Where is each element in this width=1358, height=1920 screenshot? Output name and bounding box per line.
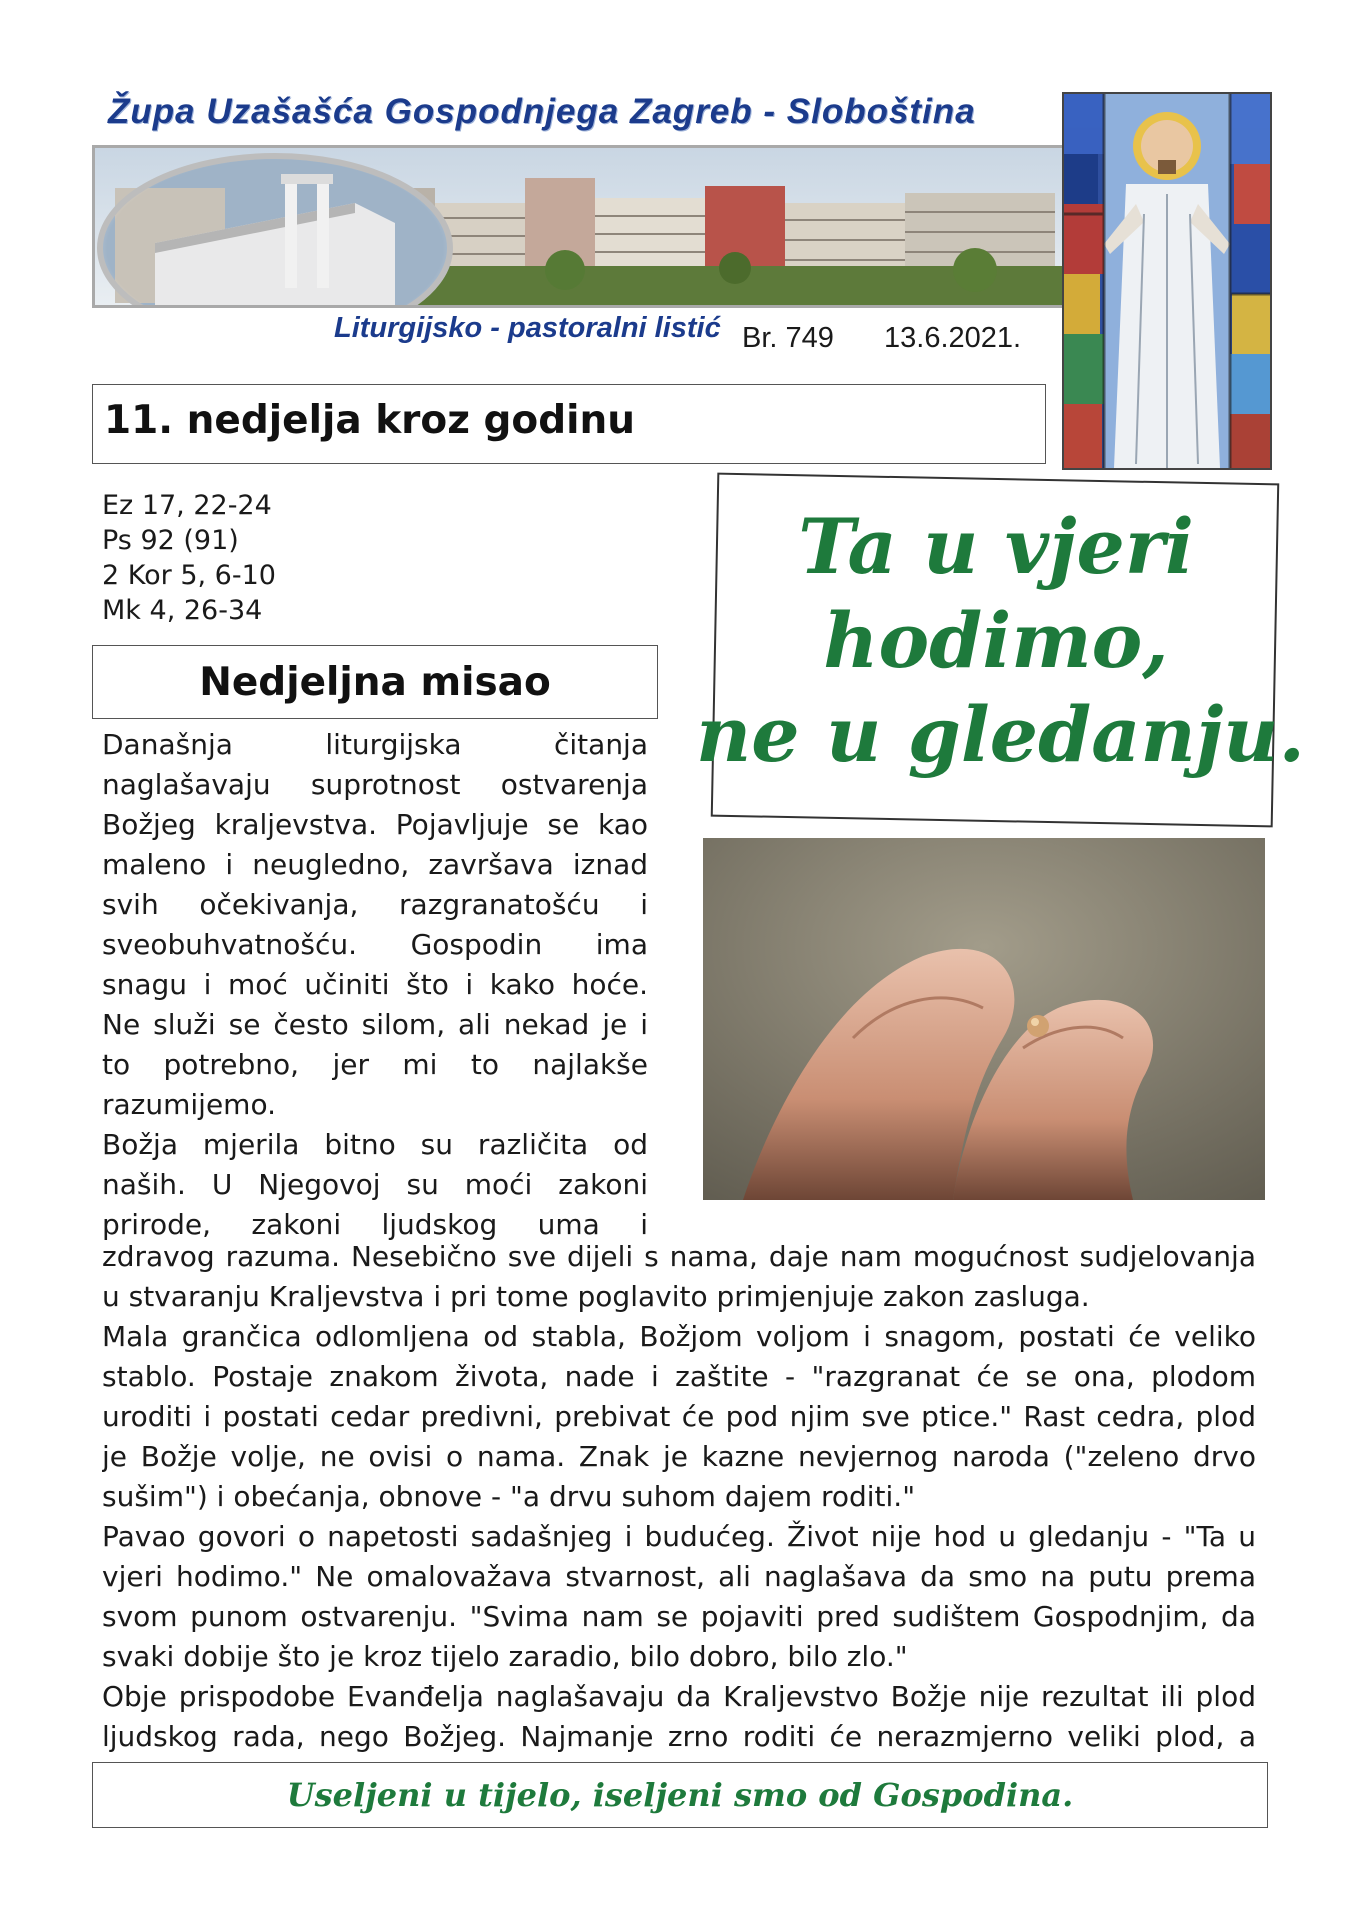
text-line: Obje prispodobe Evanđelja naglašavaju da Kraljevstvo Božje nije rezultat ili plod (102, 1680, 1256, 1713)
text-line: uroditi i postati cedar predivni, prebivat će pod njim sve ptice." Rast cedra, plod (102, 1400, 1256, 1433)
quote-text (696, 500, 1306, 782)
text-line: Božja mjerila bitno su različita od (102, 1128, 648, 1161)
text-line: u stvaranju Kraljevstva i pri tome poglavito primjenjuje zakon zasluga. (102, 1280, 1090, 1313)
text-line: Pavao govori o napetosti sadašnjeg i budućeg. Život nije hod u gledanju - "Ta u (102, 1520, 1256, 1553)
quote-line: hodimo, (823, 596, 1169, 685)
readings-list (102, 488, 276, 628)
text-line: je Božje volje, ne ovisi o nama. Znak je kazne nevjernog naroda ("zeleno drvo (102, 1440, 1256, 1473)
text-line: prirode, zakoni ljudskog uma i (102, 1208, 648, 1241)
reading-item: 2 Kor 5, 6-10 (102, 560, 276, 591)
stained-glass-window-image (1062, 92, 1272, 470)
text-line: sušim") i obećanja, obnove - "a drvu suhom dajem roditi." (102, 1480, 916, 1513)
text-line: Mala grančica odlomljena od stabla, Božjom voljom i snagom, postati će veliko (102, 1320, 1256, 1353)
text-line: Današnja liturgijska čitanja (102, 728, 648, 761)
text-line: zdravog razuma. Nesebično sve dijeli s nama, daje nam mogućnost sudjelovanja (102, 1240, 1256, 1273)
sunday-thought-heading: Nedjeljna misao (92, 645, 658, 719)
text-line: naglašavaju suprotnost ostvarenja (102, 768, 648, 801)
reflection-text-column (102, 725, 648, 1245)
mustard-seed-on-finger-photo (703, 838, 1265, 1200)
reading-item: Ps 92 (91) (102, 525, 239, 556)
quote-line: ne u gledanju. (696, 690, 1306, 779)
text-line: svaki dobije što je kroz tijelo zaradio, bilo dobro, bilo zlo." (102, 1640, 908, 1673)
reading-item: Mk 4, 26-34 (102, 595, 263, 626)
footer-quote: Useljeni u tijelo, iseljeni smo od Gospodina. (92, 1762, 1268, 1828)
bulletin-subtitle: Liturgijsko - pastoralni listić (334, 312, 721, 344)
text-line: ljudskog rada, nego Božjeg. Najmanje zrno roditi će nerazmjerno veliki plod, a (102, 1720, 1256, 1753)
issue-number: Br. 749 (742, 322, 834, 354)
reading-item: Ez 17, 22-24 (102, 490, 272, 521)
text-line: snagu i moć učiniti što i kako hoće. (102, 968, 648, 1001)
parish-banner-photo (92, 145, 1066, 308)
text-line: to potrebno, jer mi to najlakše (102, 1048, 648, 1081)
text-line: vjeri hodimo." Ne omalovažava stvarnost, ali naglašava da smo na putu prema (102, 1560, 1256, 1593)
text-line: razumijemo. (102, 1088, 276, 1121)
issue-date: 13.6.2021. (884, 322, 1022, 354)
parish-title: Župa Uzašašća Gospodnjega Zagreb - Sloboština (108, 92, 976, 131)
quote-line: Ta u vjeri (798, 502, 1194, 591)
text-line: sveobuhvatnošću. Gospodin ima (102, 928, 648, 961)
reflection-text-full (102, 1237, 1256, 1757)
text-line: maleno i neugledno, završava iznad (102, 848, 648, 881)
text-line: svom punom ostvarenju. "Svima nam se pojaviti pred sudištem Gospodnjim, da (102, 1600, 1256, 1633)
text-line: stablo. Postaje znakom života, nade i zaštite - "razgranat će se ona, plodom (102, 1360, 1256, 1393)
text-line: svih očekivanja, razgranatošću i (102, 888, 648, 921)
text-line: Božjeg kraljevstva. Pojavljuje se kao (102, 808, 648, 841)
sunday-title: 11. nedjelja kroz godinu (104, 398, 636, 443)
text-line: Ne služi se često silom, ali nekad je i (102, 1008, 648, 1041)
text-line: naših. U Njegovoj su moći zakoni (102, 1168, 648, 1201)
